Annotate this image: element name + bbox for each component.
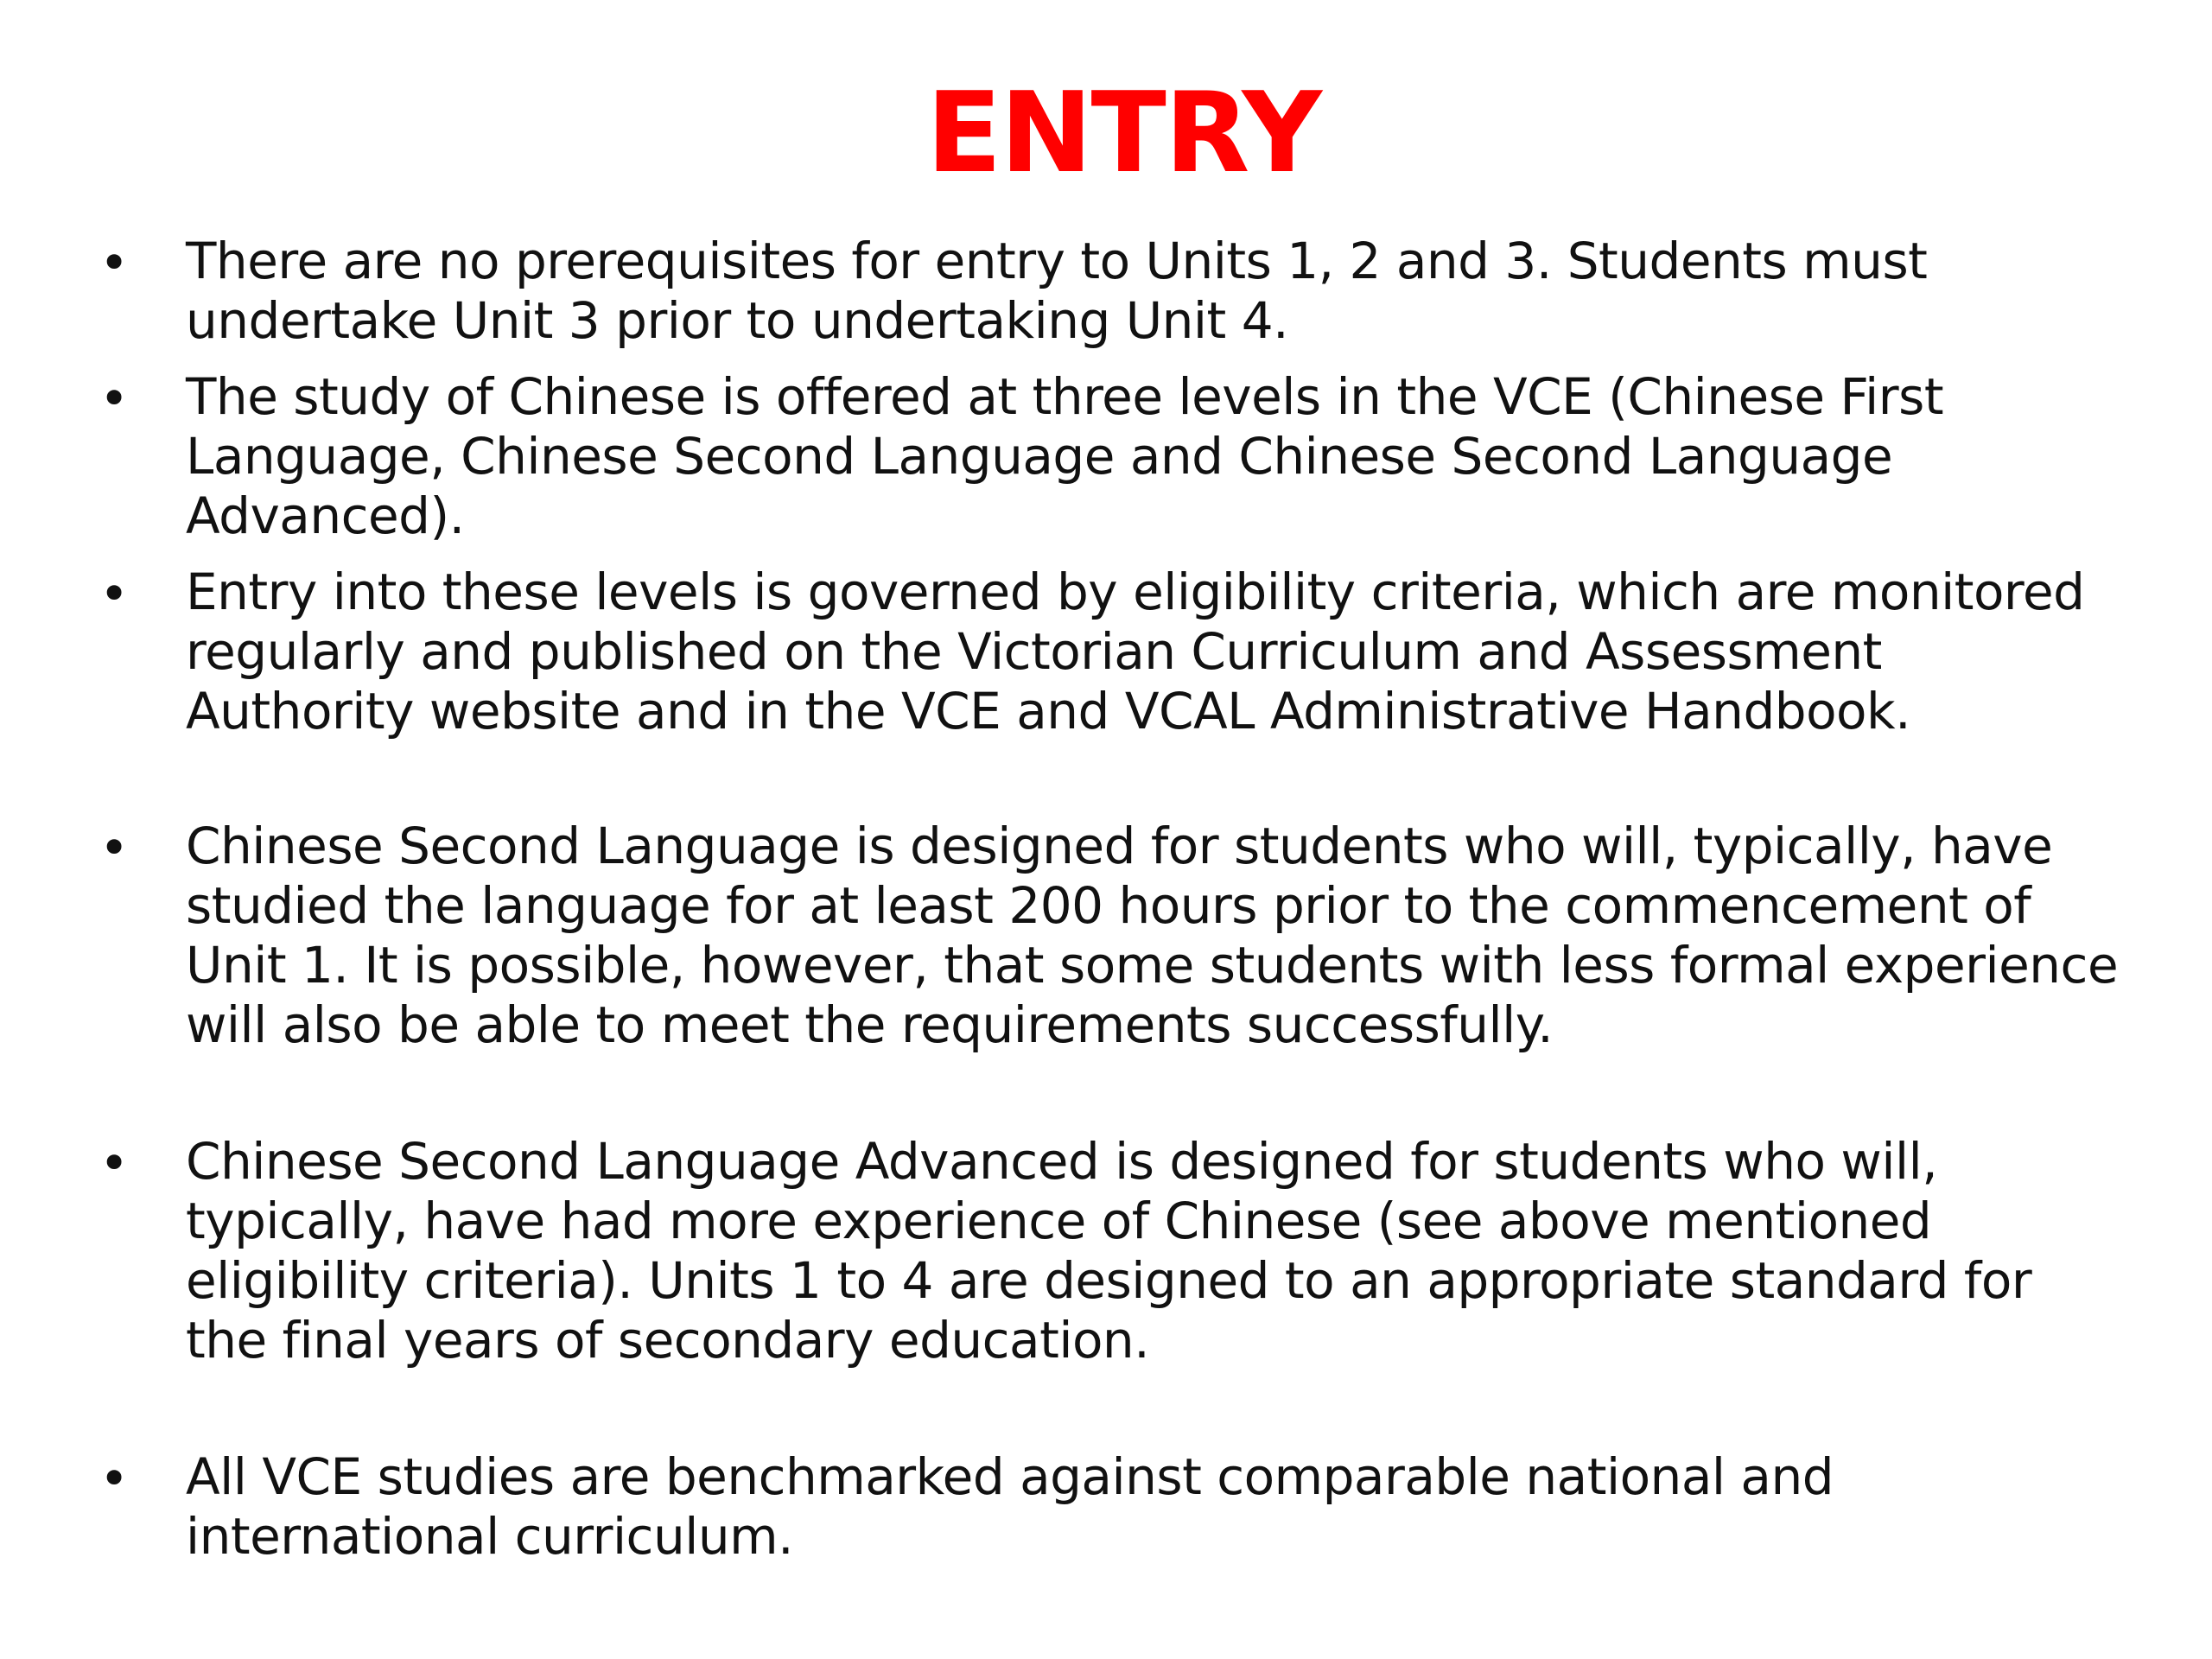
bullet-item-second-language-advanced: Chinese Second Language Advanced is designed for students who will, typically, have had more experience of Chinese (see above mentioned eligibility criteria). Units 1 to 4 are designed to an appropriate standard for the final years of secondary education. — [186, 1132, 2032, 1370]
bullet-item-prerequisites: There are no prerequisites for entry to Units 1, 2 and 3. Students must undertake Unit 3 prior to undertaking Unit 4. — [186, 232, 1928, 350]
slide-title: ENTRY — [925, 69, 1321, 198]
bullet-icon: • — [99, 369, 130, 428]
bullet-item-levels: The study of Chinese is offered at three levels in the VCE (Chinese First Language, Chinese Second Language and Chinese Second Language Advanced). — [186, 367, 1944, 545]
bullet-icon: • — [99, 233, 130, 292]
bullet-icon: • — [99, 818, 130, 877]
bullet-item-eligibility: Entry into these levels is governed by eligibility criteria, which are monitored regularly and published on the Victorian Curriculum and Assessment Authority website and in the VCE and VCAL Administrative Handbook. — [186, 563, 2085, 741]
bullet-icon: • — [99, 1134, 130, 1192]
bullet-icon: • — [99, 564, 130, 623]
bullet-item-second-language: Chinese Second Language is designed for students who will, typically, have studied the language for at least 200 hours prior to the commencement of Unit 1. It is possible, however, that some students with less formal experience will also be able to meet the requirements successfully. — [186, 817, 2119, 1054]
bullet-item-benchmark: All VCE studies are benchmarked against comparable national and international curriculum. — [186, 1447, 1834, 1566]
bullet-icon: • — [99, 1449, 130, 1508]
